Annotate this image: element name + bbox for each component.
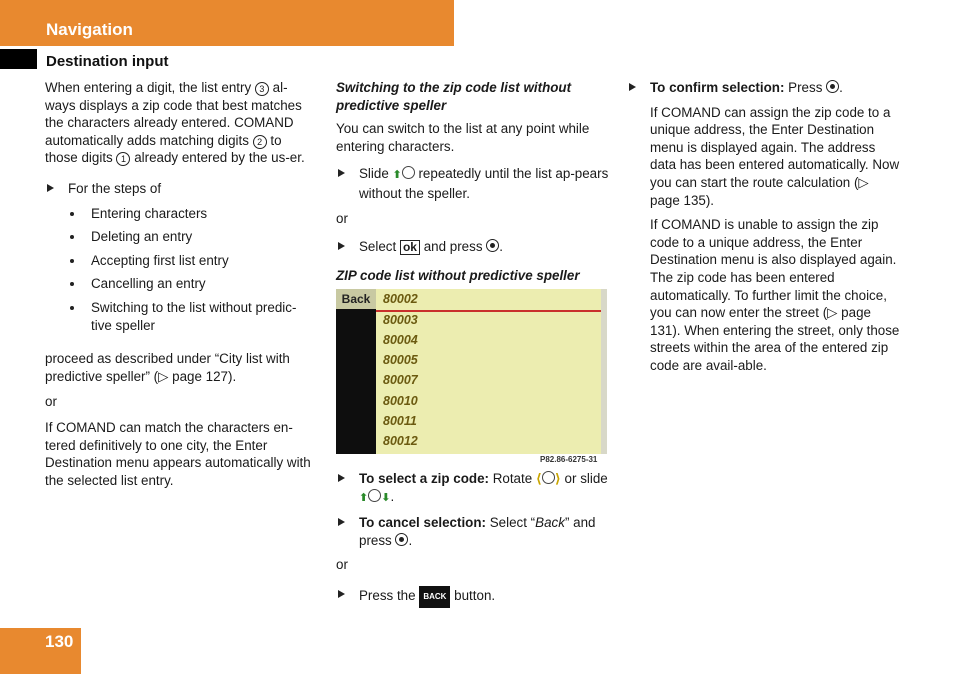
back-text: Back xyxy=(535,515,565,531)
rotate-right-icon: ⟩ xyxy=(554,471,561,486)
paragraph-city-match: If COMAND can match the characters en-tered definitively to one city, the Enter Destination menu appears automatically with the selected list entry. xyxy=(45,419,311,488)
zip-list-item[interactable]: 80005 xyxy=(383,353,418,367)
callout-1-icon: 1 xyxy=(116,152,130,166)
text: al-ways displays a zip code that best matches the characters already entered. COMAND automatically adds matching digits xyxy=(45,80,302,148)
zip-list-item[interactable]: 80010 xyxy=(383,394,418,408)
text: Rotate xyxy=(492,471,533,486)
callout-2-icon: 2 xyxy=(253,135,267,149)
sub-item: Cancelling an entry xyxy=(45,275,317,293)
press-controller-icon xyxy=(395,533,408,546)
text: slide xyxy=(580,471,608,486)
label: To confirm selection: xyxy=(650,80,785,95)
text: or xyxy=(564,471,577,486)
or-text: or xyxy=(45,394,57,410)
paragraph-not-unique: If COMAND is unable to assign the zip code to a unique address, the Enter Destination menu is also displayed again. The zip code has been entered automatically. To further limit the choice, you can now enter the street (▷ page 131). When entering the street, only those streets within the area of the entered zip code are avail-able. xyxy=(650,217,900,373)
section-marker xyxy=(0,49,37,69)
arrow-down-icon: ⬇ xyxy=(381,491,391,504)
text: button. xyxy=(454,587,496,603)
text: to those digits xyxy=(45,132,282,166)
rotate-left-icon: ⟨ xyxy=(535,471,542,486)
subheading-switching: Switching to the zip code list without predictive speller xyxy=(336,80,572,113)
bullet-slide xyxy=(336,165,610,202)
bullet-confirm: To confirm selection: Press . xyxy=(627,79,902,97)
text: Slide xyxy=(359,166,389,182)
back-button-icon: BACK xyxy=(419,586,450,608)
arrow-up-icon: ⬆ xyxy=(392,169,402,182)
arrow-up-icon: ⬆ xyxy=(359,491,369,504)
paragraph-proceed: proceed as described under “City list with predictive speller” (▷ page 127). xyxy=(45,351,290,384)
paragraph-intro: You can switch to the list at any point while entering characters. xyxy=(336,121,590,154)
sub-item: Entering characters xyxy=(45,205,317,223)
screen-scrollbar[interactable] xyxy=(601,289,607,454)
bullet-press-back xyxy=(336,586,610,608)
text: repeatedly until the list ap-pears without the speller. xyxy=(359,166,609,201)
text: Press the xyxy=(359,587,416,603)
text: Select “ xyxy=(489,515,536,531)
chapter-title: Navigation xyxy=(46,20,133,39)
or-text: or xyxy=(336,210,348,226)
figure-label: P82.86-6275-31 xyxy=(540,455,598,464)
column-3 xyxy=(627,79,902,382)
zip-list-item[interactable]: 80003 xyxy=(383,313,418,327)
page-number: 130 xyxy=(45,632,74,651)
text: Select xyxy=(359,239,397,255)
sub-item: Switching to the list without predic-tive speller xyxy=(45,299,317,334)
text: ” and press xyxy=(359,515,596,548)
bullet-cancel: To cancel selection: Select “Back” and press . xyxy=(336,514,610,549)
zip-list-item[interactable]: 80012 xyxy=(383,434,418,448)
zip-list-item[interactable]: 80011 xyxy=(383,414,417,428)
label: To select a zip code: xyxy=(359,471,489,486)
bullet-select-zip: To select a zip code: Rotate ⟨ ⟩ or slide ⬆ ⬇. xyxy=(336,470,610,507)
text: already entered by the us-er. xyxy=(130,150,305,166)
zip-list-item[interactable]: 80002 xyxy=(383,292,418,306)
sub-item: Accepting first list entry xyxy=(45,252,317,270)
bullet-steps: For the steps of xyxy=(45,180,317,198)
selection-line xyxy=(376,310,607,312)
bullet-select-ok: Select ok and press . xyxy=(336,238,610,256)
callout-3-icon: 3 xyxy=(255,82,269,96)
text: When entering a digit, the list entry xyxy=(45,80,252,95)
text: and press xyxy=(423,239,483,255)
column-2-lower xyxy=(336,470,610,615)
sub-item: Deleting an entry xyxy=(45,228,317,246)
text: Press xyxy=(788,80,823,95)
controller-icon xyxy=(368,489,381,502)
screen-left-panel xyxy=(336,309,376,454)
press-controller-icon xyxy=(826,80,839,93)
column-2 xyxy=(336,79,610,290)
controller-icon xyxy=(402,166,415,179)
controller-icon xyxy=(542,471,555,484)
paragraph-list-entry xyxy=(45,79,317,167)
ok-key: ok xyxy=(400,240,420,255)
screen-back-button[interactable]: Back xyxy=(336,289,376,309)
zip-list-item[interactable]: 80007 xyxy=(383,373,418,387)
paragraph-unique-address: If COMAND can assign the zip code to a unique address, the Enter Destination menu is displayed again. The address data has been entered automatically. Now you can start the route calculation (▷ page 135). xyxy=(650,104,900,208)
section-title: Destination input xyxy=(46,53,169,70)
or-text: or xyxy=(336,557,348,573)
column-1 xyxy=(45,79,317,496)
zip-code-list-screen xyxy=(336,289,607,454)
press-controller-icon xyxy=(486,239,499,252)
label: To cancel selection: xyxy=(359,515,487,531)
zip-list-item[interactable]: 80004 xyxy=(383,333,418,347)
figure-heading: ZIP code list without predictive speller xyxy=(336,267,580,283)
